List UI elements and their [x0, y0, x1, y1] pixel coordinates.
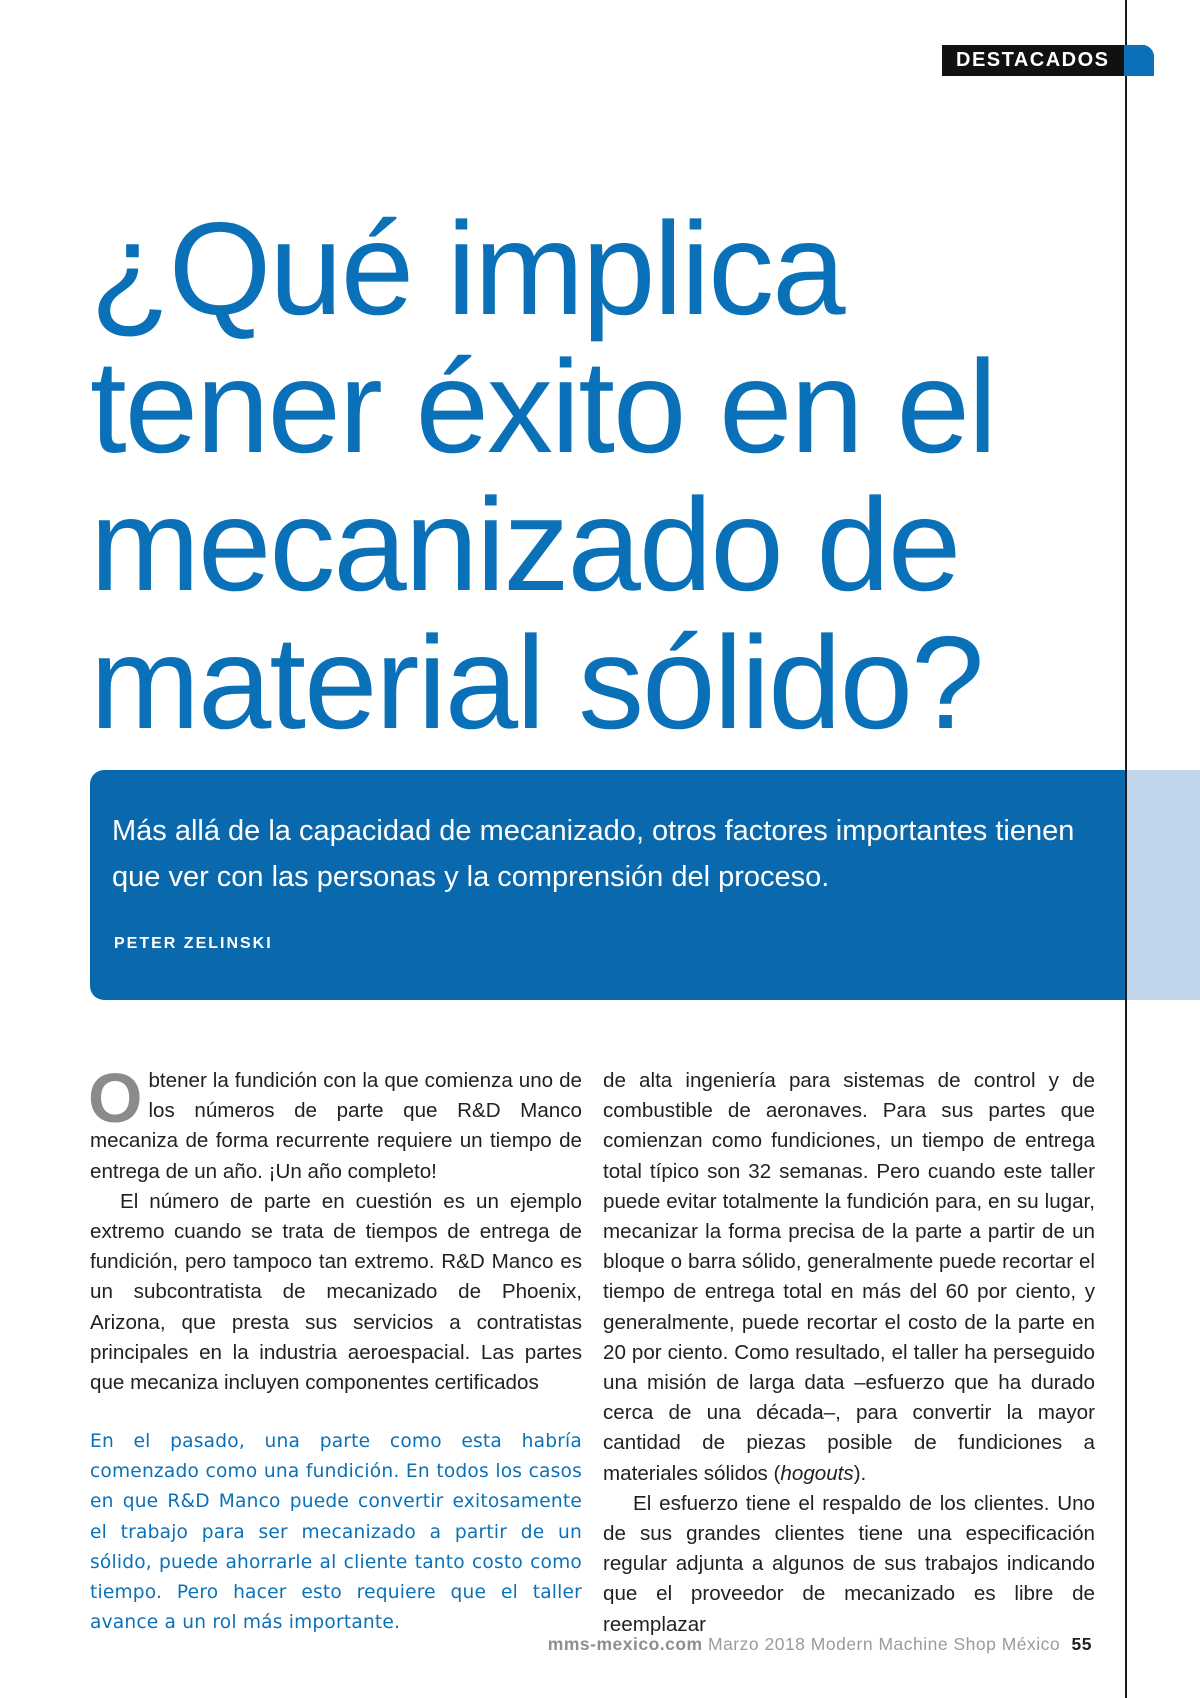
article-title — [90, 195, 1090, 756]
page-footer — [548, 1634, 1092, 1655]
footer-issue: Marzo 2018 Modern Machine Shop México — [708, 1634, 1061, 1654]
body-paragraph-text: de alta ingeniería para sistemas de control y de combustible de aeronaves. Para sus partes que comienzan como fundiciones, un tiempo de entrega total típico son 32 semanas. Pero cuando este taller puede evitar totalmente la fundición para, en su lugar, mecanizar la forma precisa de la parte a partir de un bloque o barra sólido, generalmente puede recortar el tiempo de entrega total en más del 60 por ciento, y generalmente, puede recortar el costo de la parte en 20 por ciento. Como resultado, el taller ha perseguido una misión de larga data –esfuerzo que ha durado cerca de una década–, para convertir la mayor cantidad de piezas posible de fundiciones a materiales sólidos ( — [603, 1069, 1095, 1485]
title-line: ¿Qué implica — [90, 195, 844, 342]
body-paragraph: El número de parte en cuestión es un ejemplo extremo cuando se trata de tiempos de entrega de fundición, pero tampoco tan extremo. R&D Manco es un subcontratista de mecanizado de Phoenix, Arizona, que presta sus servicios a contratistas principales en la industria aeroespacial. Las partes que mecaniza incluyen componentes certificados — [90, 1189, 582, 1395]
body-column-right — [603, 1066, 1095, 1640]
body-paragraph-text: btener la fundición con la que comienza uno de los números de parte que R&D Manco mecaniza de forma recurrente requiere un tiempo de entrega de un año. ¡Un año completo! — [90, 1069, 582, 1183]
section-tag-label: DESTACADOS — [956, 49, 1110, 71]
article-deck: Más allá de la capacidad de mecanizado, otros factores importantes tienen que ver con las personas y la comprensión del proceso. — [112, 815, 1075, 893]
section-tag-accent — [1124, 45, 1154, 76]
section-tag — [942, 45, 1154, 76]
drop-cap: O — [88, 1059, 143, 1137]
footer-site: mms-mexico.com — [547, 1634, 703, 1654]
title-line: mecanizado de — [90, 471, 960, 618]
page-number: 55 — [1071, 1634, 1092, 1654]
deck-side-tab — [1127, 770, 1200, 1000]
body-paragraph — [603, 1066, 1095, 1489]
body-paragraph-text: ). — [853, 1461, 867, 1485]
body-paragraph — [88, 1059, 582, 1187]
title-line: material sólido? — [90, 609, 983, 756]
body-column-left — [88, 1059, 582, 1398]
italic-term: hogouts — [780, 1461, 854, 1485]
author-byline: PETER ZELINSKI — [114, 935, 273, 952]
body-paragraph: El esfuerzo tiene el respaldo de los clientes. Uno de sus grandes clientes tiene una especificación regular adjunta a algunos de sus trabajos indicando que el proveedor de mecanizado es libre de reemplazar — [603, 1491, 1095, 1636]
pull-quote: En el pasado, una parte como esta habría comenzado como una fundición. En todos los casos en que R&D Manco puede convertir exitosamente el trabajo para ser mecanizado a partir de un sólido, puede ahorrarle al cliente tanto costo como tiempo. Pero hacer esto requiere que el taller avance a un rol más importante. — [90, 1431, 582, 1634]
title-line: tener éxito en el — [90, 333, 996, 480]
